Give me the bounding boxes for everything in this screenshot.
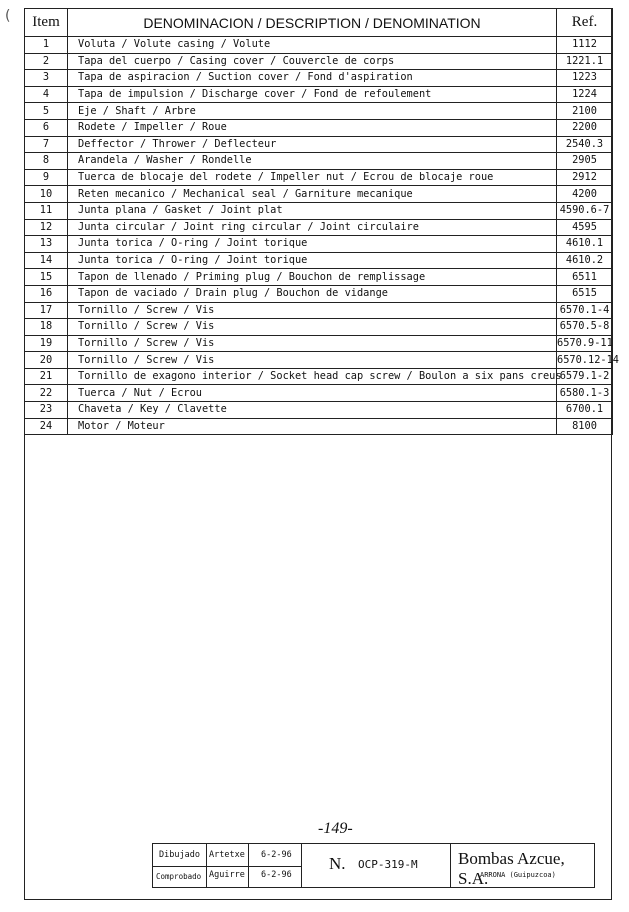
- row-reference: 1224: [557, 86, 613, 103]
- row-item-number: 6: [25, 119, 68, 136]
- title-block-divider: [248, 844, 249, 887]
- table-row: [25, 335, 613, 352]
- row-item-number: 22: [25, 385, 68, 402]
- row-reference: 4595: [557, 219, 613, 236]
- table-row: [25, 153, 613, 170]
- row-reference: 6570.1-4: [557, 302, 613, 319]
- table-row: [25, 219, 613, 236]
- row-reference: 1221.1: [557, 53, 613, 70]
- table-row: [25, 53, 613, 70]
- table-row: [25, 385, 613, 402]
- row-reference: 6511: [557, 269, 613, 286]
- company-name: Bombas Azcue, S.A.: [458, 849, 565, 888]
- checked-by: Aguirre: [209, 870, 245, 880]
- row-reference: 6570.5-8: [557, 319, 613, 336]
- drawing-number: OCP-319-M: [358, 858, 418, 871]
- drawn-by: Artetxe: [209, 850, 245, 860]
- table-row: [25, 70, 613, 87]
- row-reference: 4590.6-7: [557, 202, 613, 219]
- table-row: [25, 136, 613, 153]
- row-description: Tuerca / Nut / Ecrou: [68, 385, 557, 402]
- table-row: [25, 236, 613, 253]
- company-location: ARRONA (Guipuzcoa): [480, 871, 556, 879]
- row-reference: 2912: [557, 169, 613, 186]
- table-row: [25, 418, 613, 435]
- title-block-divider: [206, 844, 207, 887]
- row-description: Junta plana / Gasket / Joint plat: [68, 202, 557, 219]
- row-description: Tapon de llenado / Priming plug / Bouchon de remplissage: [68, 269, 557, 286]
- row-description: Tapa del cuerpo / Casing cover / Couvercle de corps: [68, 53, 557, 70]
- row-description: Arandela / Washer / Rondelle: [68, 153, 557, 170]
- row-description: Tornillo / Screw / Vis: [68, 335, 557, 352]
- page-number: -149-: [318, 820, 353, 837]
- parts-list-body: [25, 37, 619, 435]
- row-item-number: 11: [25, 202, 68, 219]
- row-reference: 2540.3: [557, 136, 613, 153]
- row-item-number: 5: [25, 103, 68, 120]
- row-description: Tornillo de exagono interior / Socket head cap screw / Boulon a six pans creus: [68, 368, 557, 385]
- row-item-number: 9: [25, 169, 68, 186]
- row-reference: 4610.2: [557, 252, 613, 269]
- row-item-number: 23: [25, 402, 68, 419]
- table-row: [25, 269, 613, 286]
- row-reference: 6579.1-2: [557, 368, 613, 385]
- parts-list-table: [24, 8, 619, 435]
- table-row: [25, 285, 613, 302]
- title-block-divider: [450, 844, 451, 887]
- row-description: Tornillo / Screw / Vis: [68, 302, 557, 319]
- row-item-number: 1: [25, 37, 68, 54]
- row-item-number: 4: [25, 86, 68, 103]
- row-description: Reten mecanico / Mechanical seal / Garniture mecanique: [68, 186, 557, 203]
- title-block-divider: [301, 844, 302, 887]
- table-header-row: [25, 9, 613, 37]
- row-reference: 2905: [557, 153, 613, 170]
- row-item-number: 24: [25, 418, 68, 435]
- row-description: Junta torica / O-ring / Joint torique: [68, 236, 557, 253]
- row-item-number: 21: [25, 368, 68, 385]
- row-item-number: 12: [25, 219, 68, 236]
- row-item-number: 10: [25, 186, 68, 203]
- row-item-number: 3: [25, 70, 68, 87]
- row-description: Tornillo / Screw / Vis: [68, 352, 557, 369]
- row-description: Tornillo / Screw / Vis: [68, 319, 557, 336]
- table-row: [25, 402, 613, 419]
- table-row: [25, 186, 613, 203]
- row-description: Junta torica / O-ring / Joint torique: [68, 252, 557, 269]
- row-item-number: 20: [25, 352, 68, 369]
- row-item-number: 2: [25, 53, 68, 70]
- row-item-number: 8: [25, 153, 68, 170]
- row-item-number: 13: [25, 236, 68, 253]
- row-description: Tapon de vaciado / Drain plug / Bouchon de vidange: [68, 285, 557, 302]
- table-row: [25, 169, 613, 186]
- title-block: [152, 843, 595, 888]
- row-item-number: 18: [25, 319, 68, 336]
- table-row: [25, 37, 613, 54]
- row-reference: 6700.1: [557, 402, 613, 419]
- row-reference: 6515: [557, 285, 613, 302]
- table-row: [25, 319, 613, 336]
- checked-label: Comprobado: [156, 872, 202, 881]
- row-item-number: 17: [25, 302, 68, 319]
- row-description: Motor / Moteur: [68, 418, 557, 435]
- row-description: Rodete / Impeller / Roue: [68, 119, 557, 136]
- table-row: [25, 252, 613, 269]
- row-reference: 6570.12-14: [557, 352, 613, 369]
- row-reference: 6570.9-11: [557, 335, 613, 352]
- checked-date: 6-2-96: [261, 870, 292, 880]
- row-description: Chaveta / Key / Clavette: [68, 402, 557, 419]
- number-label: N.: [329, 854, 346, 873]
- row-reference: 2100: [557, 103, 613, 120]
- ref-column-header: Ref.: [557, 9, 613, 37]
- row-description: Tapa de impulsion / Discharge cover / Fond de refoulement: [68, 86, 557, 103]
- row-item-number: 14: [25, 252, 68, 269]
- description-column-header: DENOMINACION / DESCRIPTION / DENOMINATION: [68, 9, 557, 37]
- margin-mark: (: [5, 8, 11, 24]
- table-row: [25, 103, 613, 120]
- row-item-number: 7: [25, 136, 68, 153]
- row-description: Voluta / Volute casing / Volute: [68, 37, 557, 54]
- row-reference: 1112: [557, 37, 613, 54]
- drawn-label: Dibujado: [159, 850, 200, 860]
- row-item-number: 15: [25, 269, 68, 286]
- row-description: Eje / Shaft / Arbre: [68, 103, 557, 120]
- table-row: [25, 302, 613, 319]
- table-row: [25, 202, 613, 219]
- table-row: [25, 86, 613, 103]
- row-reference: 6580.1-3: [557, 385, 613, 402]
- row-item-number: 16: [25, 285, 68, 302]
- row-reference: 2200: [557, 119, 613, 136]
- row-item-number: 19: [25, 335, 68, 352]
- table-row: [25, 119, 613, 136]
- row-reference: 8100: [557, 418, 613, 435]
- row-description: Junta circular / Joint ring circular / Joint circulaire: [68, 219, 557, 236]
- row-reference: 4610.1: [557, 236, 613, 253]
- row-description: Deffector / Thrower / Deflecteur: [68, 136, 557, 153]
- item-column-header: Item: [25, 9, 68, 37]
- table-row: [25, 368, 613, 385]
- row-description: Tuerca de blocaje del rodete / Impeller nut / Ecrou de blocaje roue: [68, 169, 557, 186]
- drawn-date: 6-2-96: [261, 850, 292, 860]
- row-description: Tapa de aspiracion / Suction cover / Fond d'aspiration: [68, 70, 557, 87]
- title-block-divider: [153, 866, 301, 867]
- table-row: [25, 352, 613, 369]
- row-reference: 4200: [557, 186, 613, 203]
- row-reference: 1223: [557, 70, 613, 87]
